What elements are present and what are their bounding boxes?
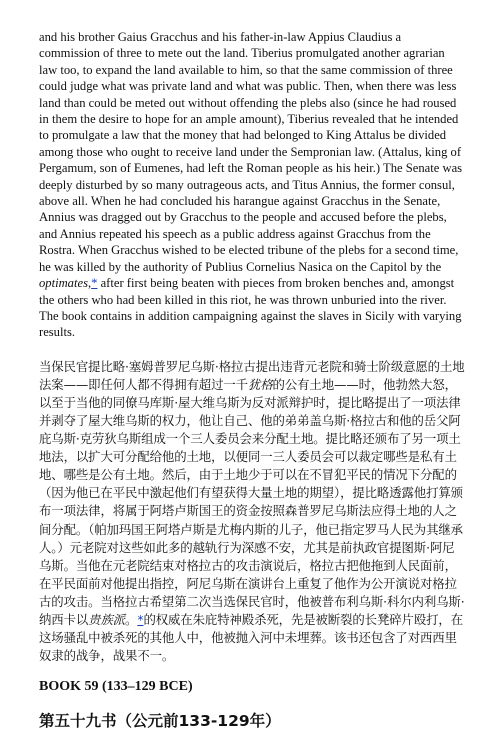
chinese-italic-term-2: 贵族派 <box>88 612 126 628</box>
book-heading-english: BOOK 59 (133–129 BCE) <box>39 679 193 695</box>
chinese-paragraph <box>39 358 465 666</box>
chinese-text-part4: 的权威在朱庇特神殿杀死，先是被断裂的长凳碎片殴打，在这场骚乱中被杀死的其他人中，他被抛入河中未埋葬。该书还包含了对西西里奴隶的战争，战果不一。 <box>39 612 464 664</box>
chinese-text-part3: 。 <box>125 612 138 628</box>
english-paragraph <box>39 29 465 341</box>
book-heading-chinese: 第五十九书（公元前133-129年） <box>39 712 281 731</box>
english-text-part1: and his brother Gaius Gracchus and his father-in-law Appius Claudius a commission of three to mete out the land. Tiberius promulgated another agrarian law too, to expand the land available to him, so that the same commission of three could judge what was private land and what was public. Then, when there was less land than could be meted out without offending the plebs also (since he had roused in them the desire to hope for an ample amount), Tiberius revealed that he intended to promulgate a law that the money that had belonged to King Attalus be divided among those who ought to receive land under the Sempronian law. (Attalus, king of Pergamum, son of Eumenes, had left the Roman people as his heir.) The Senate was deeply disturbed by so many outrageous acts, and Titus Annius, the former consul, above all. When he had concluded his harangue against Gracchus in the Senate, Annius was dragged out by Gracchus to the people and accused before the plebs, and Annius repeated his speech as a public address against Gracchus from the Rostra. When Gracchus wished to be elected tribune of the plebs for a second time, he was killed by the authority of Publius Cornelius Nasica on the Capitol by the <box>39 30 463 274</box>
english-comma: , <box>87 276 92 291</box>
footnote-link[interactable]: * <box>91 276 98 291</box>
chinese-italic-term: 犹格 <box>247 376 273 392</box>
chinese-text-part2: 的公有土地——时，他勃然大怒，以至于当他的同僚马库斯·屋大维乌斯为反对派辩护时，提比略提出了一项法律并剥夺了屋大维乌斯的权力，他让自己、他的弟弟盖乌斯·格拉古和他的岳父阿庇乌斯·克劳狄乌斯组成一个三人委员会来分配土地。提比略还颁布了另一项土地法，以扩大可分配给他的土地，以便同一三人委员会可以裁定哪些是私有土地、哪些是公有土地。然后，由于土地少于可以在不冒犯平民的情况下分配的（因为他已在平民中激起他们有望获得大量土地的期望），提比略透露他打算颁布一项法律，将属于阿塔卢斯国王的资金按照森普罗尼乌斯法应得土地的人之间分配。（帕加玛国王阿塔卢斯是尤梅内斯的儿子，他已指定罗马人民为其继承人。）元老院对这些如此多的越轨行为深感不安，尤其是前执政官提图斯·阿尼乌斯。当他在元老院结束对格拉古的攻击演说后，格拉古把他拖到人民面前，在平民面前对他提出指控，阿尼乌斯在演讲台上重复了他作为公开演说对格拉古的攻击。当格拉古希望第二次当选保民官时，他被普布利乌斯·科尔内利乌斯·纳西卡以 <box>39 376 465 628</box>
document-page <box>39 29 465 731</box>
chinese-text-part1: 当保民官提比略·塞姆普罗尼乌斯·格拉古提出违背元老院和骑士阶级意愿的土地法案——即任何人都不得拥有超过一千 <box>39 358 465 392</box>
english-italic-term: optimates <box>39 276 88 291</box>
english-text-part2: after first being beaten with pieces from broken benches and, amongst the others who had been killed in this riot, he was thrown unburied into the river. The book contains in addition campaigning against the slaves in Sicily with varying results. <box>39 276 462 340</box>
chinese-footnote-link[interactable]: * <box>137 612 144 628</box>
